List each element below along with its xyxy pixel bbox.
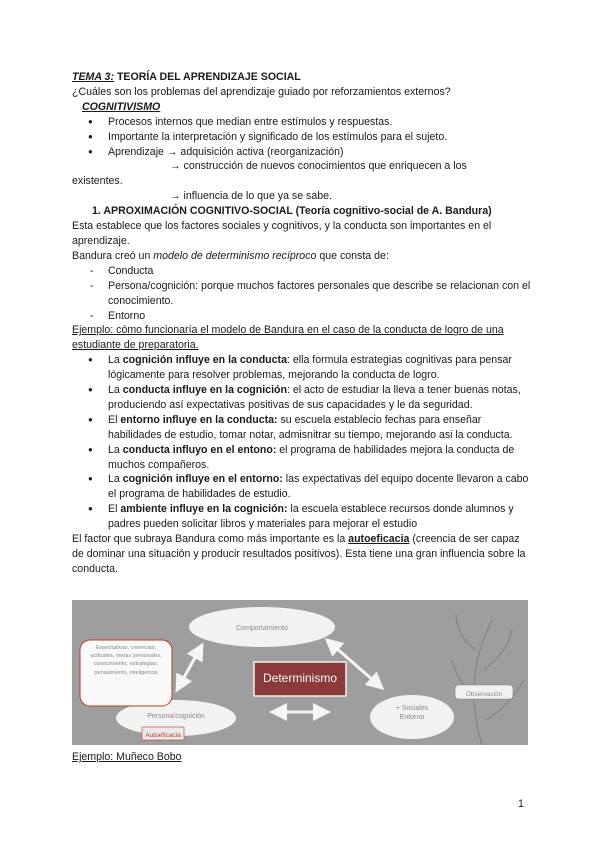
cognitivismo-list: [72, 115, 532, 160]
list-item: [72, 443, 532, 473]
comportamiento-label: Comportamiento: [236, 625, 288, 632]
list-item: [72, 472, 532, 502]
arrow-line-2: → influencia de lo que ya se sabe.: [170, 190, 332, 203]
list-item: - Conducta: [72, 264, 532, 279]
intro-question: ¿Cuáles son los problemas del aprendizaje guiado por reforzamientos externos?: [72, 85, 451, 98]
closing-post: (creencia de ser capaz de dominar una situación y producir resultados positivos). Esta tiene una gran influencia sobre la conducta.: [72, 533, 526, 575]
autoeficacia-term: autoeficacia: [348, 533, 410, 546]
page-title: [72, 70, 532, 85]
list-item: - Persona/cognición: porque muchos factores personales que describe se relacionan con el conocimiento.: [72, 279, 532, 309]
callout-text: Expectativas, creencias, actitudes, metas personales, conocimiento, estrategias, pensamiento, inteligencia: [90, 645, 162, 676]
example-post: su escuela establecio fechas para enseñar habilidades de estudio, tomar notar, admisnitrar su tiempo, mejorando asi la conducta.: [108, 413, 513, 441]
observacion-label: Observación: [465, 691, 503, 698]
cognitivismo-heading: COGNITIVISMO: [82, 100, 161, 113]
document-body: [72, 70, 532, 577]
list-item: ● Aprendizaje → adquisición activa (reorganización): [72, 145, 532, 160]
list-item: [72, 413, 532, 443]
title-text: TEORÍA DEL APRENDIZAJE SOCIAL: [116, 71, 301, 83]
persona-label: Persona/cognición: [147, 713, 205, 720]
entorno-label: + Sociales Entorno: [395, 705, 429, 721]
example-post: : el acto de estudiar la lleva a tener buenas notas, produciendo así expectativas positivas de sus capacidades y le da seguridad.: [108, 384, 521, 411]
determinismo-label: Determinismo: [262, 671, 337, 685]
determinism-diagram: [72, 600, 528, 745]
model-components: [72, 264, 532, 324]
section-heading: 1. APROXIMACIÓN COGNITIVO-SOCIAL (Teoría cognitivo-social de A. Bandura): [92, 205, 492, 218]
arrow-line-1: → construcción de nuevos conocimientos que enriquecen a los: [170, 160, 467, 173]
example-post: : ella formula estrategias cognitivas para pensar lógicamente para resolver problemas, mejorando la conducta de logro.: [108, 354, 512, 382]
model-pre: Bandura creó un: [72, 249, 154, 262]
figure-caption: Ejemplo: Muñeco Bobo: [72, 751, 182, 763]
example-bold: ambiente influye en la cognición:: [120, 503, 288, 516]
section-intro: Esta establece que los factores sociales y cognitivos, y la conducta son importantes en el aprendizaje.: [72, 220, 492, 247]
list-item: - Entorno: [72, 309, 532, 324]
example-pre: El: [108, 503, 121, 516]
example-bold: conducta influye en la cognición: [122, 384, 287, 397]
example-heading: Ejemplo: cómo funcionaría el modelo de Bandura en el caso de la conducta de logro de una estudiante de preparatoria.: [72, 324, 504, 352]
list-item: [72, 383, 532, 413]
list-item: ● Importante la interpretación y significado de los estímulos para el sujeto.: [72, 130, 532, 145]
model-post: que consta de:: [316, 249, 389, 262]
title-prefix: TEMA 3:: [72, 71, 114, 83]
closing-pre: El factor que subraya Bandura como más importante es la: [72, 533, 349, 546]
arrow-left: [177, 645, 202, 690]
model-sentence: [72, 249, 532, 264]
autoeficacia-label: Autoeficacia: [145, 732, 181, 739]
foliage-decoration: [452, 615, 524, 745]
example-pre: La: [108, 384, 123, 397]
arrow-line-1-cont: existentes.: [72, 175, 123, 188]
page-number: 1: [518, 798, 524, 810]
example-pre: La: [108, 354, 123, 367]
example-bold: entorno influye en la conducta:: [120, 413, 278, 426]
example-pre: La: [108, 443, 123, 456]
example-bold: conducta influyo en el entono:: [122, 443, 277, 456]
example-bold: cognición influye en la conducta: [122, 354, 287, 367]
list-item: [72, 502, 532, 532]
list-item: ● Procesos internos que median entre estímulos y respuestas.: [72, 115, 532, 130]
example-pre: El: [108, 413, 121, 426]
example-post: la escuela establece recursos donde alumnos y padres pueden solicitar libros y materiales para mejorar el estudio: [108, 503, 514, 531]
example-pre: La: [108, 473, 123, 486]
examples-list: [72, 353, 532, 532]
list-item: [72, 353, 532, 383]
example-post: el programa de habilidades mejora la conducta de muchos compañeros.: [108, 443, 515, 471]
closing-paragraph: [72, 532, 532, 577]
example-post: las expectativas del equipo docente llevaron a cabo el programa de habilidades de estudio.: [108, 473, 529, 501]
example-bold: cognición influye en el entorno:: [122, 473, 283, 486]
model-em: modelo de determinismo recíproco: [153, 249, 317, 262]
